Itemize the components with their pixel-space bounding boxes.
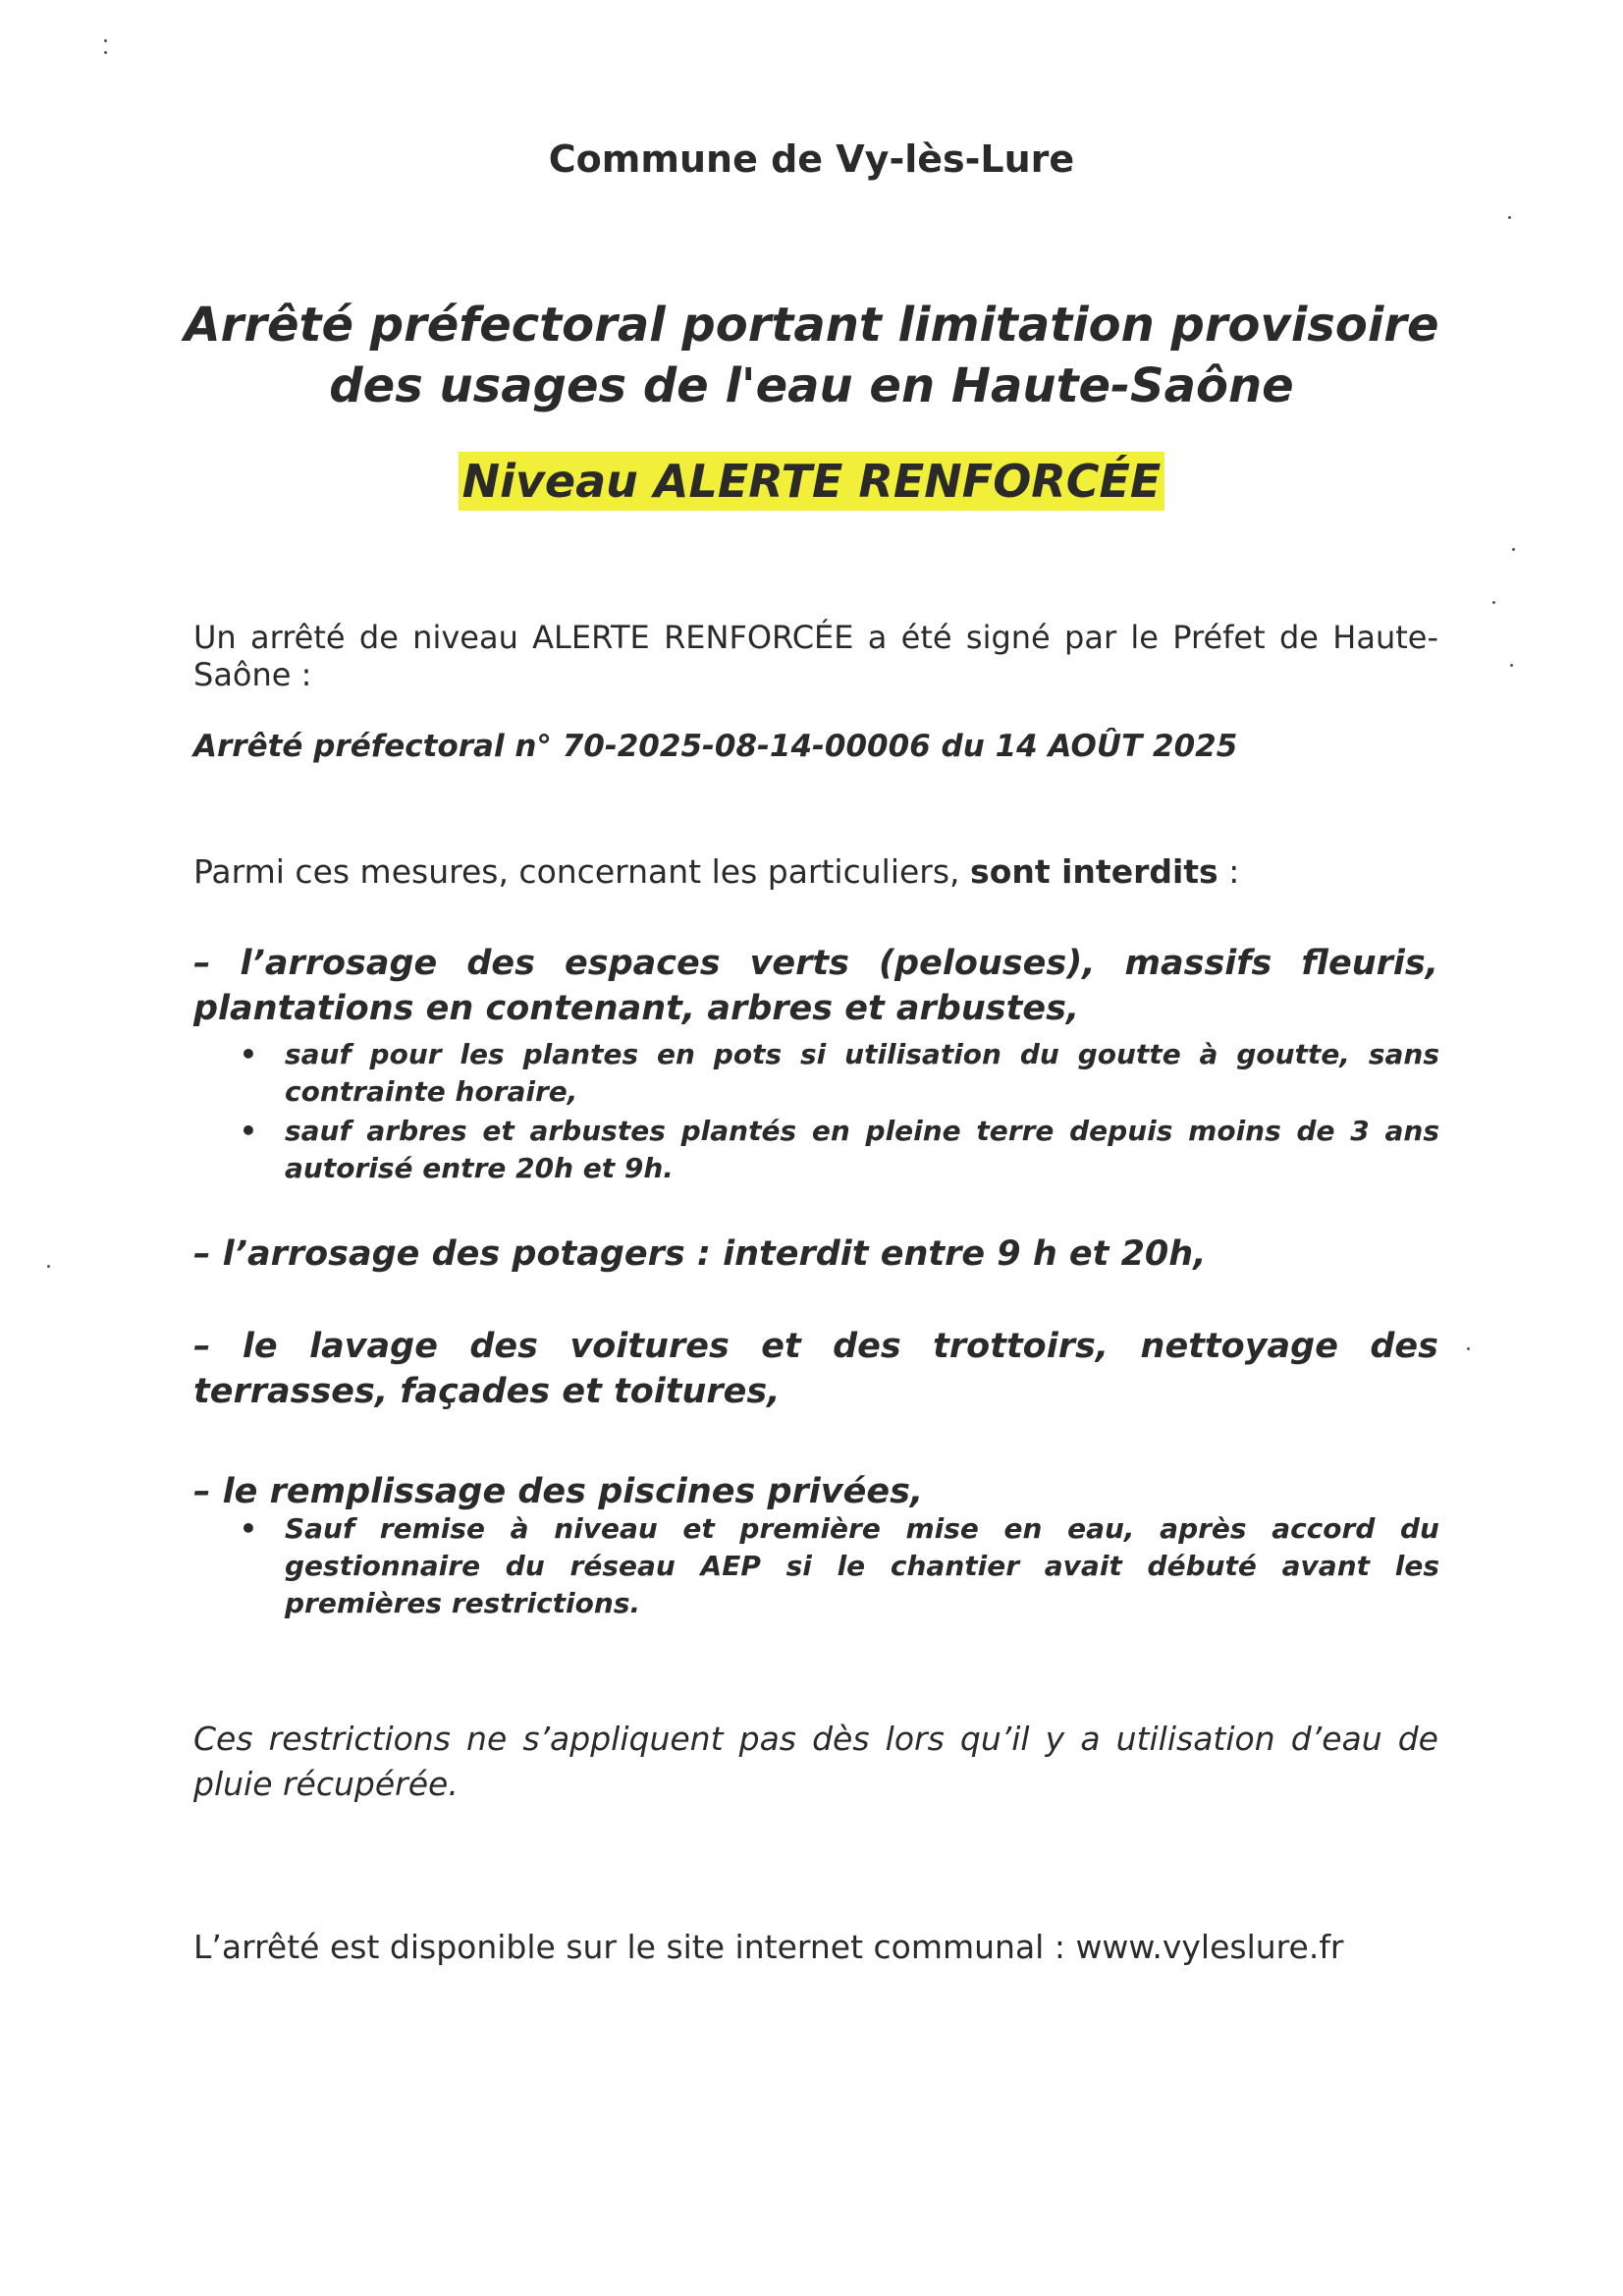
exception-text: Sauf remise à niveau et première mise en eau, après accord du gestionnaire du réseau AEP si le chantier avait débuté avant les premières restrictions. <box>285 1512 1439 1619</box>
title-line-1: Arrêté préfectoral portant limitation provisoire <box>184 298 1439 353</box>
arrete-reference: Arrêté préfectoral n° 70-2025-08-14-00006 du 14 AOÛT 2025 <box>193 729 1238 764</box>
measure-1-exceptions <box>240 1036 1439 1189</box>
bullet-dot: • <box>240 1512 257 1545</box>
scan-speck <box>1467 1347 1470 1350</box>
scan-speck <box>47 1265 50 1268</box>
alert-level-badge: Niveau ALERTE RENFORCÉE <box>459 452 1165 511</box>
list-item <box>240 1113 1439 1187</box>
intro-paragraph: Un arrêté de niveau ALERTE RENFORCÉE a été signé par le Préfet de Haute-Saône : <box>193 619 1438 693</box>
list-item <box>240 1036 1439 1111</box>
measure-watering-vegetable-gardens: – l’arrosage des potagers : interdit entre 9 h et 20h, <box>193 1234 1207 1274</box>
measure-washing: – le lavage des voitures et des trottoirs, nettoyage des terrasses, façades et toitures, <box>193 1327 1438 1411</box>
measure-watering-green-spaces: – l’arrosage des espaces verts (pelouses), massifs fleuris, plantations en contenant, arbres et arbustes, <box>193 944 1438 1028</box>
scan-speck <box>1492 601 1495 604</box>
alert-level-wrapper <box>0 452 1623 511</box>
bullet-dot: • <box>240 1115 257 1147</box>
scan-speck <box>1512 548 1515 551</box>
measure-4-exceptions <box>240 1510 1439 1624</box>
rainwater-note: Ces restrictions ne s’appliquent pas dès lors qu’il y a utilisation d’eau de pluie récupérée. <box>193 1720 1438 1803</box>
footer-note: L’arrêté est disponible sur le site internet communal : www.vyleslure.fr <box>193 1928 1344 1966</box>
exception-text: sauf arbres et arbustes plantés en pleine terre depuis moins de 3 ans autorisé entre 20h et 9h. <box>285 1115 1439 1184</box>
bullet-dot: • <box>240 1038 257 1070</box>
scan-speck <box>1510 664 1513 667</box>
measures-intro-end: : <box>1217 852 1240 891</box>
scan-speck <box>1508 216 1511 219</box>
exception-text: sauf pour les plantes en pots si utilisation du goutte à goutte, sans contrainte horaire, <box>285 1038 1439 1108</box>
list-item <box>240 1510 1439 1622</box>
measures-intro-text: Parmi ces mesures, concernant les particuliers, <box>193 852 971 891</box>
measures-intro <box>193 852 1438 891</box>
title-line-2: des usages de l'eau en Haute-Saône <box>329 358 1294 413</box>
measure-pool-filling: – le remplissage des piscines privées, <box>193 1472 924 1511</box>
commune-heading: Commune de Vy-lès-Lure <box>548 137 1075 181</box>
scan-speck <box>104 51 107 54</box>
measures-intro-bold: sont interdits <box>970 852 1218 891</box>
scan-speck <box>104 39 107 42</box>
document-title <box>0 295 1623 416</box>
